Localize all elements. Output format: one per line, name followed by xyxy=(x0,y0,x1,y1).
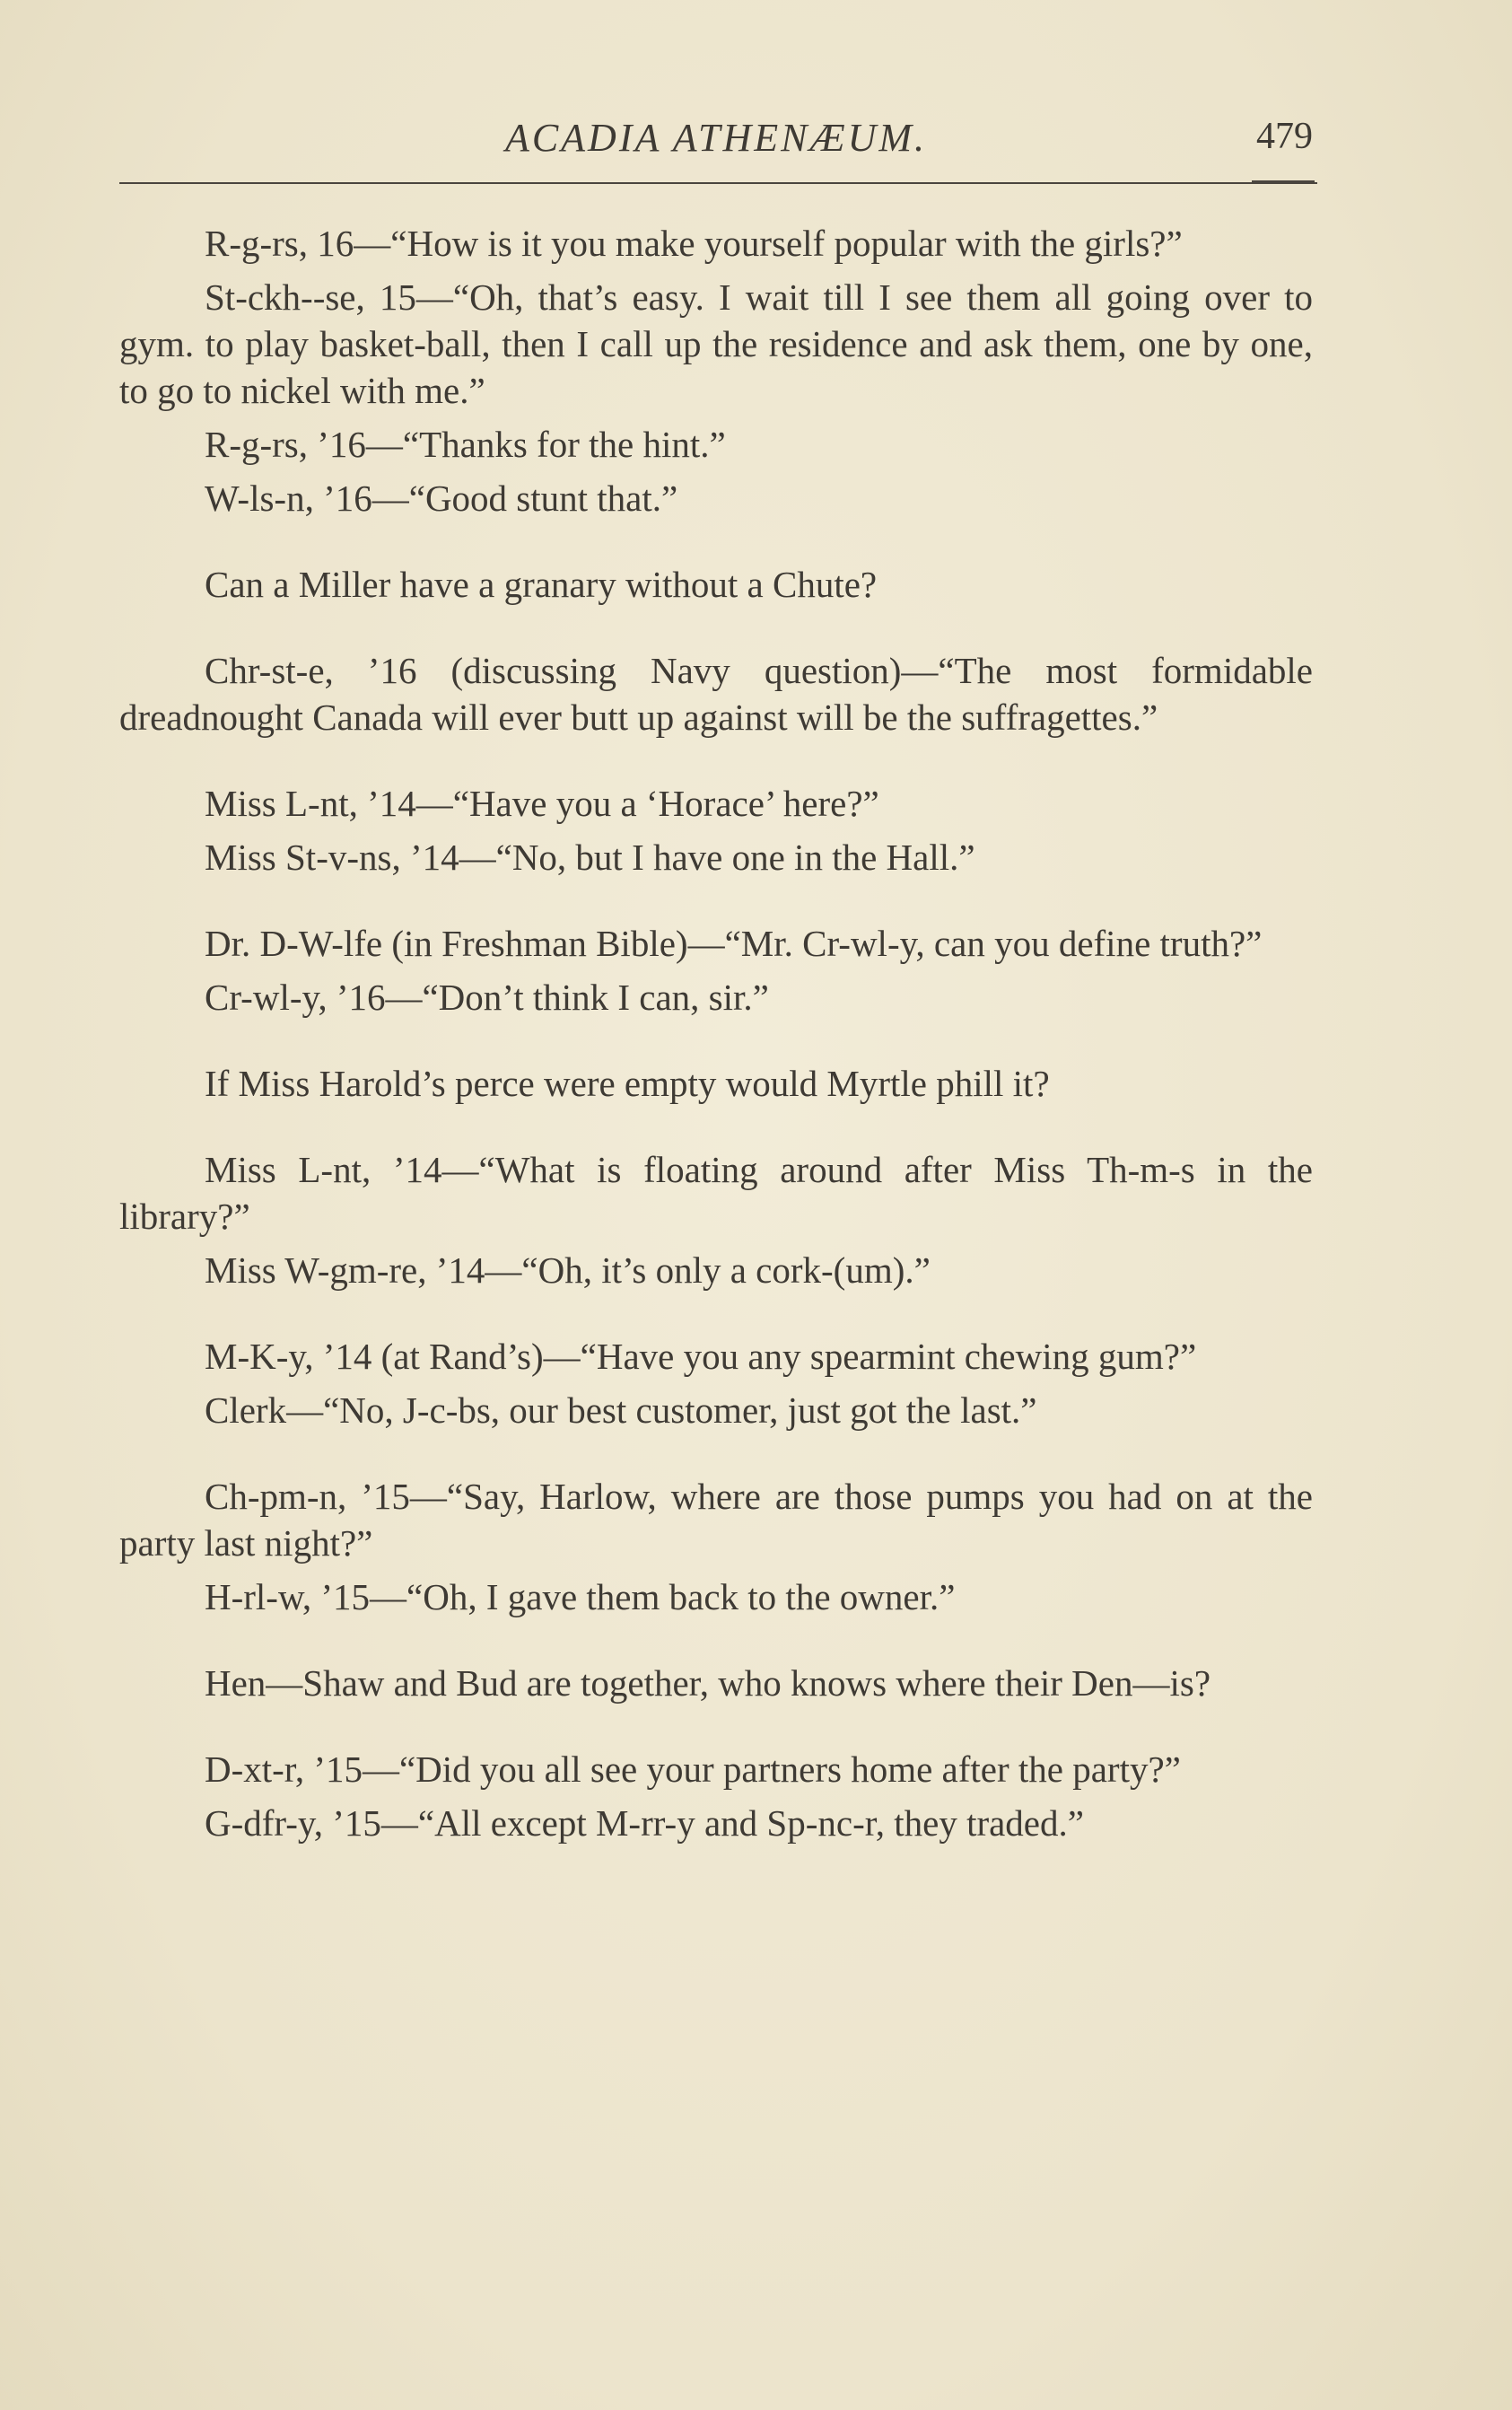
joke-line: If Miss Harold’s perce were empty would Myrtle phill it? xyxy=(205,1063,1050,1104)
jokes-column xyxy=(119,220,1313,1846)
joke-group xyxy=(119,220,1313,521)
joke-line: W-ls-n, ’16—“Good stunt that.” xyxy=(205,478,678,519)
joke-line: R-g-rs, 16—“How is it you make yourself popular with the girls?” xyxy=(205,223,1183,264)
joke-group xyxy=(119,647,1313,741)
joke-group xyxy=(119,780,1313,881)
joke-group xyxy=(119,1473,1313,1620)
joke-line: Miss L-nt, ’14—“Have you a ‘Horace’ here?” xyxy=(205,783,879,824)
joke-line: Miss W-gm-re, ’14—“Oh, it’s only a cork-(um).” xyxy=(205,1249,931,1291)
joke-group xyxy=(119,1746,1313,1846)
joke-group xyxy=(119,1060,1313,1107)
joke-line: G-dfr-y, ’15—“All except M-rr-y and Sp-nc-r, they traded.” xyxy=(205,1802,1084,1844)
joke-line: R-g-rs, ’16—“Thanks for the hint.” xyxy=(205,424,726,465)
header-rule xyxy=(119,182,1317,184)
joke-line: Ch-pm-n, ’15—“Say, Harlow, where are those pumps you had on at the party last night?” xyxy=(119,1476,1313,1564)
joke-line: Clerk—“No, J-c-bs, our best customer, just got the last.” xyxy=(205,1389,1037,1431)
joke-line: St-ckh--se, 15—“Oh, that’s easy. I wait till I see them all going over to gym. to play basket-ball, then I call up the residence and ask them, one by one, to go to nickel with me.” xyxy=(119,276,1313,411)
joke-line: D-xt-r, ’15—“Did you all see your partners home after the party?” xyxy=(205,1748,1181,1790)
joke-line: H-rl-w, ’15—“Oh, I gave them back to the owner.” xyxy=(205,1576,956,1617)
joke-line: Cr-wl-y, ’16—“Don’t think I can, sir.” xyxy=(205,977,769,1018)
joke-group xyxy=(119,1333,1313,1433)
joke-line: Hen—Shaw and Bud are together, who knows where their Den—is? xyxy=(205,1662,1211,1704)
running-header xyxy=(119,115,1313,178)
joke-line: M-K-y, ’14 (at Rand’s)—“Have you any spearmint chewing gum?” xyxy=(205,1336,1197,1377)
header-rule-accent xyxy=(1252,180,1315,184)
joke-group xyxy=(119,920,1313,1021)
joke-line: Miss L-nt, ’14—“What is floating around after Miss Th-m-s in the library?” xyxy=(119,1149,1313,1237)
journal-title: ACADIA ATHENÆUM. xyxy=(504,116,928,160)
joke-group xyxy=(119,1660,1313,1706)
page-number: 479 xyxy=(1256,116,1313,157)
joke-line: Dr. D-W-lfe (in Freshman Bible)—“Mr. Cr-wl-y, can you define truth?” xyxy=(205,923,1263,964)
joke-line: Chr-st-e, ’16 (discussing Navy question)—“The most formidable dreadnought Canada will ever butt up against will be the suffragettes.” xyxy=(119,650,1313,738)
joke-line: Miss St-v-ns, ’14—“No, but I have one in the Hall.” xyxy=(205,837,975,878)
joke-group xyxy=(119,1146,1313,1293)
joke-line: Can a Miller have a granary without a Chute? xyxy=(205,564,878,605)
joke-group xyxy=(119,561,1313,608)
